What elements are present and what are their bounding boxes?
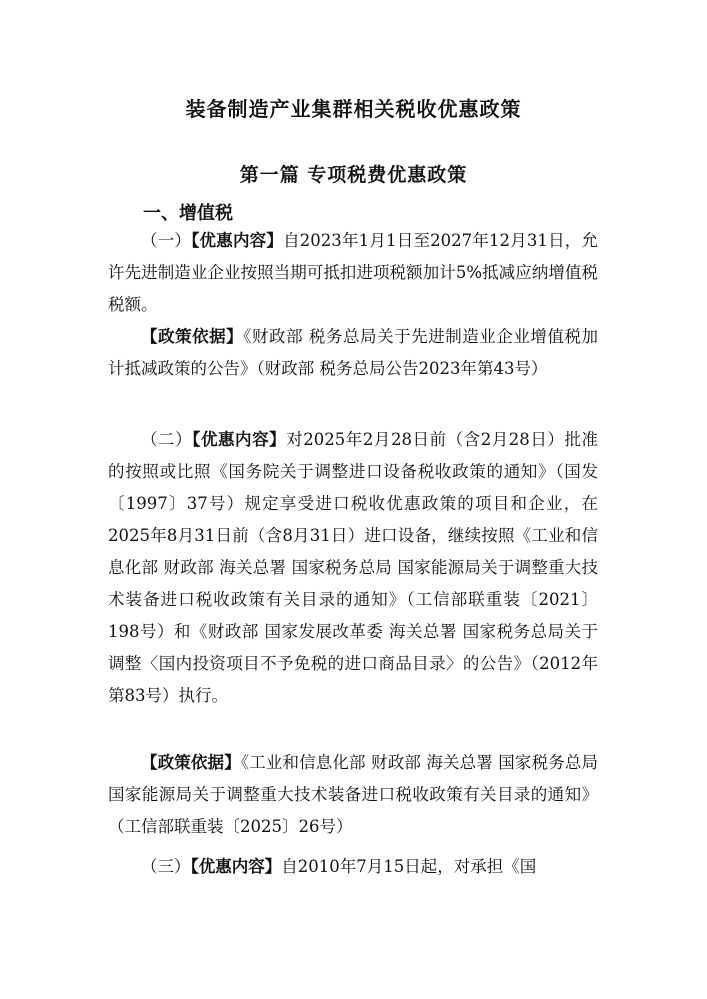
paragraph-policy-basis-1 [108,321,598,385]
basis-tag: 【政策依据】 [141,753,241,772]
content-tag: 【优惠内容】 [191,231,284,250]
paragraph-preferential-content-2 [108,424,598,712]
item-number: （三） [141,857,191,876]
section-heading: 一、增值税 [143,203,233,224]
item-number: （一） [141,231,192,250]
paragraph-text: 自2010年7月15日起，对承担《国 [281,857,537,876]
paragraph-text: 《财政部 税务总局关于先进制造业企业增值税加计抵减政策的公告》（财政部 税务总局公告2023年第43号） [108,327,599,378]
paragraph-preferential-content-1 [108,225,598,321]
paragraph-preferential-content-3 [108,851,598,883]
paragraph-text: 《工业和信息化部 财政部 海关总署 国家税务总局 国家能源局关于调整重大技术装备进口税收政策有关目录的通知》（工信部联重装〔2025〕26号） [108,753,598,836]
paragraph-text: 对2025年2月28日前（含2月28日）批准的按照或比照《国务院关于调整进口设备税收政策的通知》（国发〔1997〕37号）规定享受进口税收优惠政策的项目和企业，在2025年8月31日前（含8月31日）进口设备，继续按照《工业和信息化部 财政部 海关总署 国家税务总局 国家能源局关于调整重大技术装备进口税收政策有关目录的通知》（工信部联重装〔2021〕198号）和《财政部 国家发展改革委 海关总署 国家税务总局关于调整〈国内投资项目不予免税的进口商品目录〉的公告》（2012年第83号）执行。 [108,430,599,705]
paragraph-text: 自2023年1月1日至2027年12月31日，允许先进制造业企业按照当期可抵扣进项税额加计5%抵减应纳增值税税额。 [108,231,599,314]
content-tag: 【优惠内容】 [190,857,282,876]
content-tag: 【优惠内容】 [192,430,287,449]
basis-tag: 【政策依据】 [141,327,244,346]
item-number: （二） [141,430,193,449]
paragraph-policy-basis-2 [108,747,598,843]
chapter-title: 第一篇 专项税费优惠政策 [239,164,468,186]
document-title: 装备制造产业集群相关税收优惠政策 [185,97,522,121]
